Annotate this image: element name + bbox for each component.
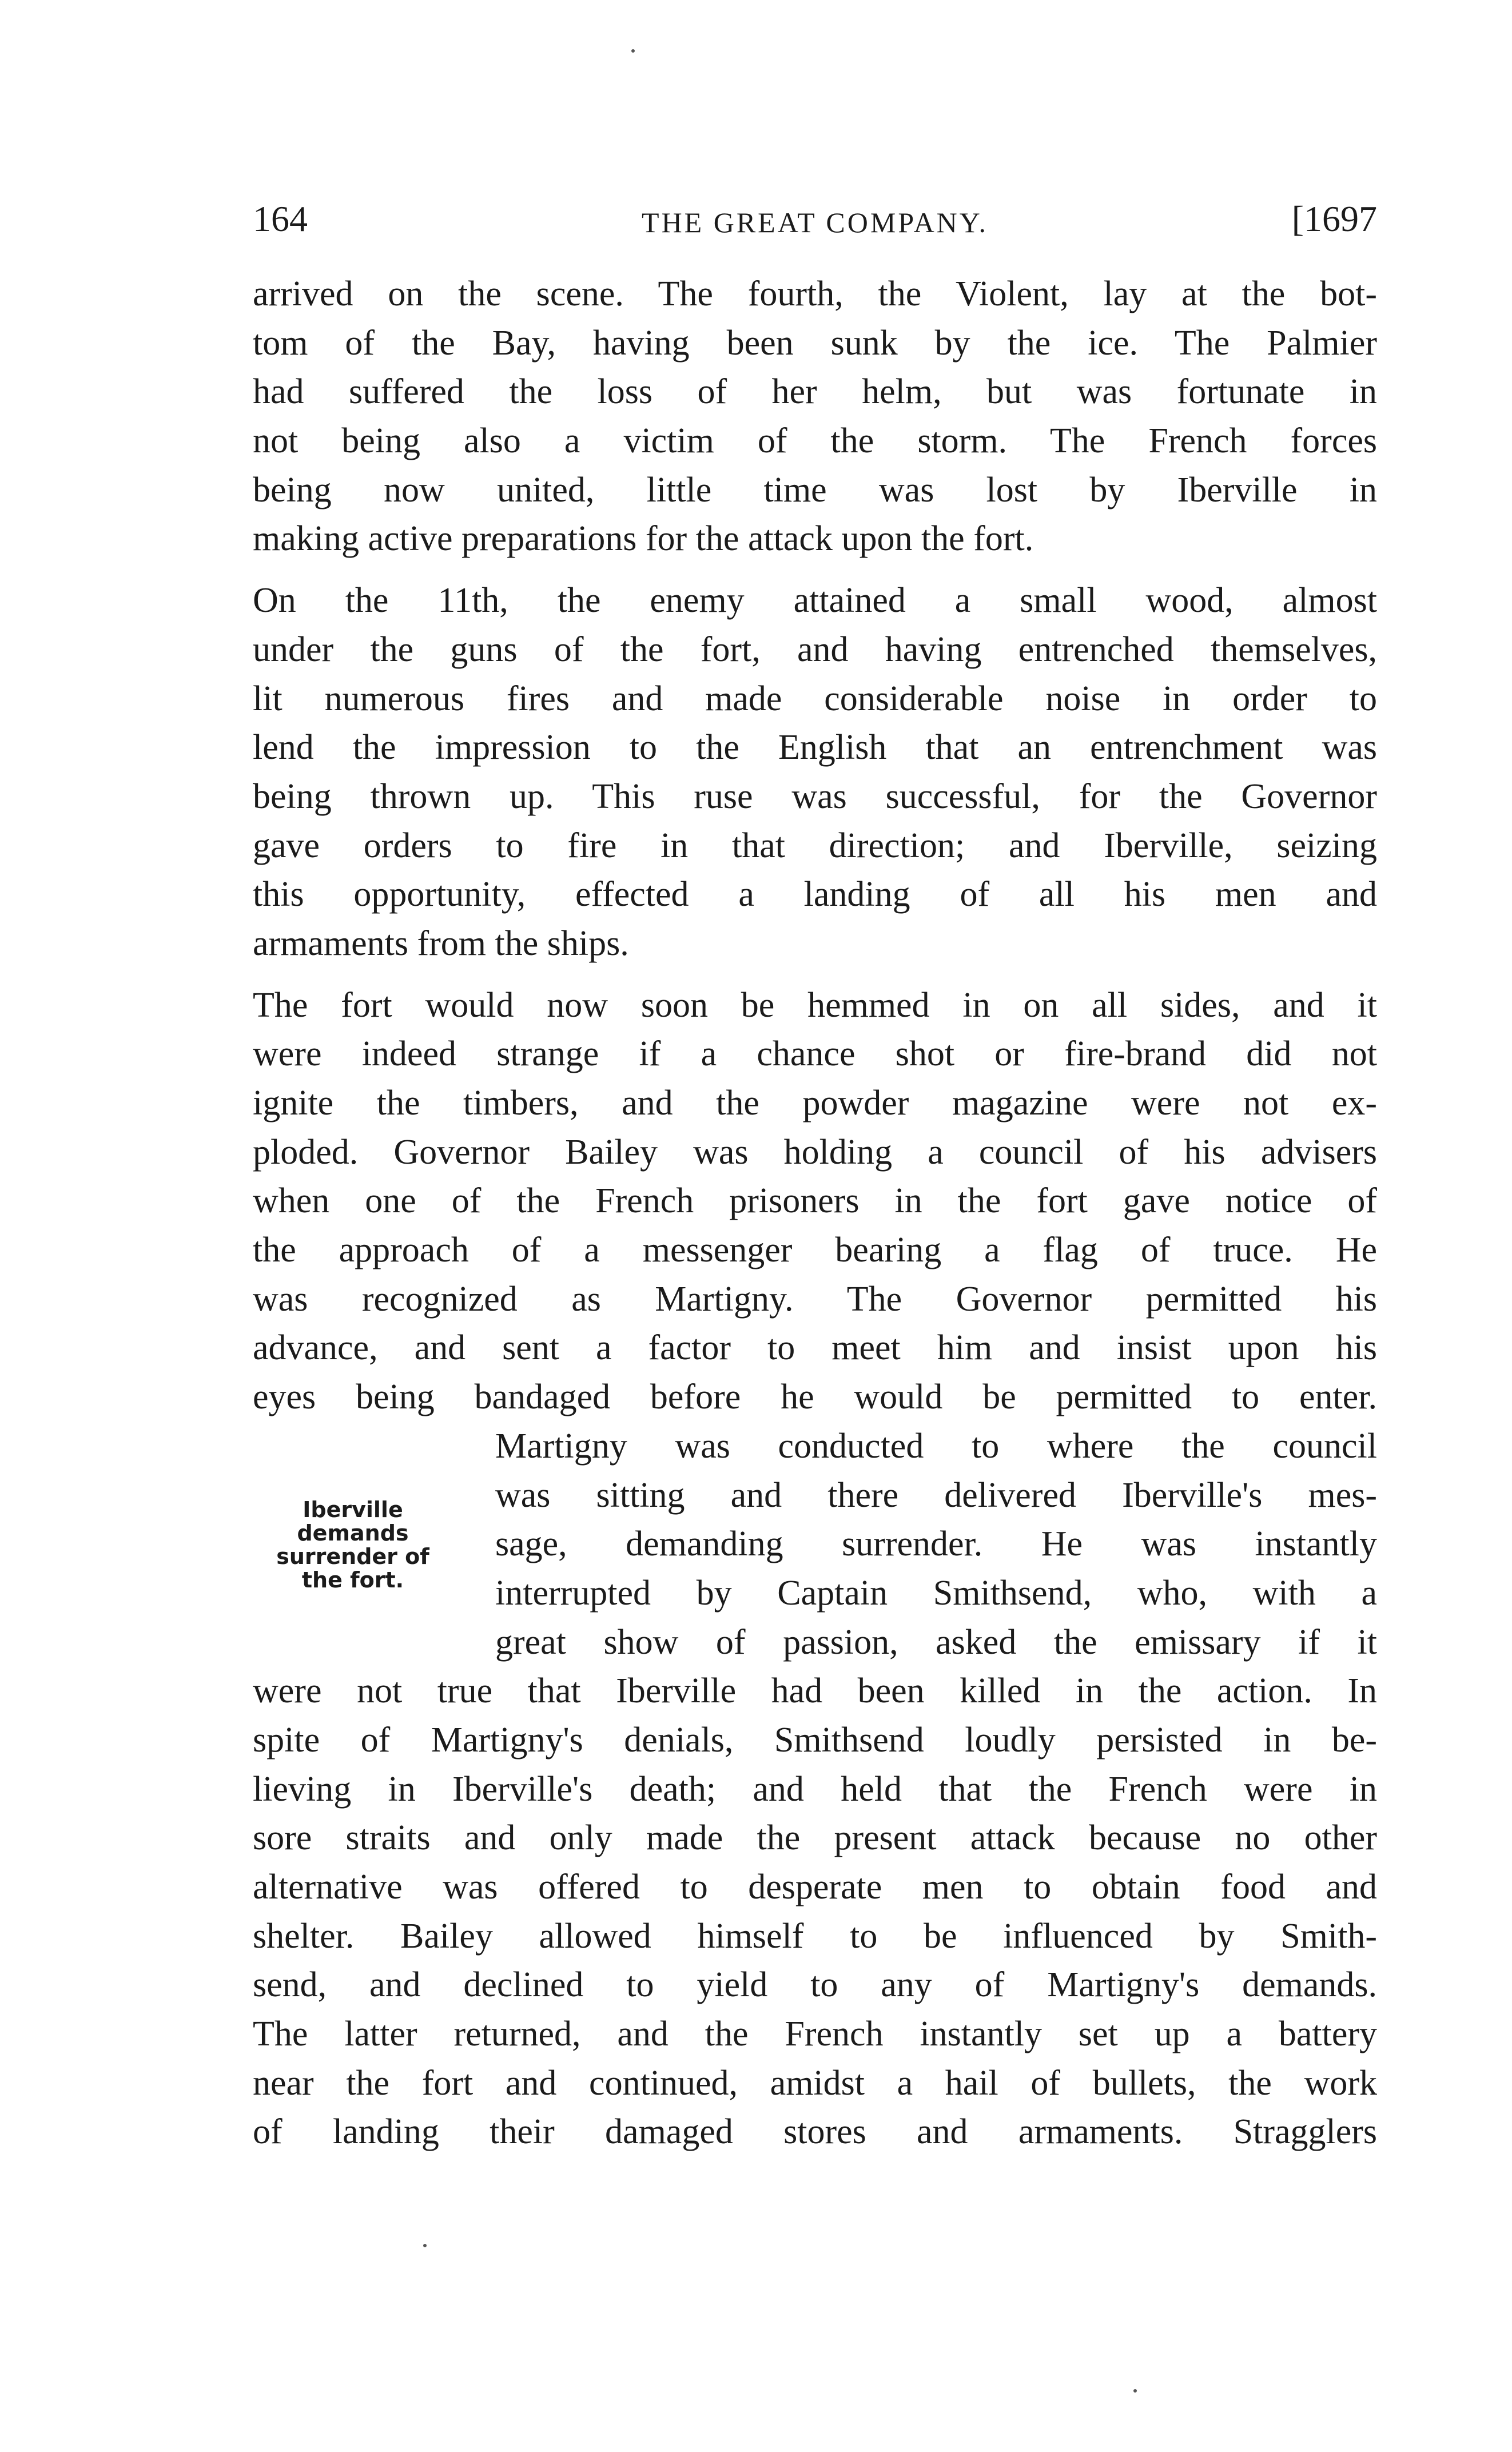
sidenote-line: surrender of (276, 1544, 429, 1569)
text-line: great show of passion, asked the emissary if it (495, 1622, 1377, 1662)
text-line: lend the impression to the English that an entrenchment was (253, 728, 1377, 767)
text-line: lit numerous fires and made considerable noise in order to (253, 679, 1377, 718)
text-line: near the fort and continued, amidst a hail of bullets, the work (253, 2063, 1377, 2103)
text-line: alternative was offered to desperate men to obtain food and (253, 1868, 1377, 1906)
text-line: had suffered the loss of her helm, but was fortunate in (253, 372, 1377, 412)
text-line: tom of the Bay, having been sunk by the ice. The Palmier (253, 323, 1377, 363)
text-line: eyes being bandaged before he would be permitted to enter. (253, 1378, 1377, 1417)
text-line: being now united, little time was lost by Iberville in (253, 470, 1377, 509)
sidenote-line: the fort. (301, 1567, 404, 1593)
text-line: armaments from the ships. (253, 924, 629, 963)
sidenote-line: demands (297, 1520, 409, 1546)
text-line: send, and declined to yield to any of Martigny's demands. (253, 1965, 1377, 2005)
text-line: interrupted by Captain Smithsend, who, with a (495, 1573, 1377, 1613)
scan-speck (1133, 2389, 1137, 2393)
text-line: sore straits and only made the present attack because no other (253, 1818, 1377, 1858)
text-line: being thrown up. This ruse was successful, for the Governor (253, 777, 1377, 816)
text-line: this opportunity, effected a landing of all his men and (253, 875, 1377, 914)
text-line: was recognized as Martigny. The Governor permitted his (253, 1279, 1377, 1319)
running-head (253, 193, 1377, 245)
text-line: spite of Martigny's denials, Smithsend loudly persisted in be- (253, 1720, 1377, 1760)
text-line: sage, demanding surrender. He was instantly (495, 1524, 1377, 1564)
body-text (253, 270, 1377, 2157)
text-line: lieving in Iberville's death; and held that the French were in (253, 1769, 1377, 1809)
running-title: THE GREAT COMPANY. (642, 206, 988, 238)
text-line: arrived on the scene. The fourth, the Violent, lay at the bot- (253, 274, 1377, 313)
text-line: the approach of a messenger bearing a flag of truce. He (253, 1231, 1377, 1270)
page-number: 164 (253, 198, 308, 239)
scan-speck (423, 2244, 427, 2247)
text-line: shelter. Bailey allowed himself to be influenced by Smith- (253, 1916, 1377, 1956)
running-year: [1697 (1291, 198, 1377, 239)
text-line: On the 11th, the enemy attained a small wood, almost (253, 581, 1377, 620)
text-line: The latter returned, and the French instantly set up a battery (253, 2015, 1377, 2054)
text-line: were indeed strange if a chance shot or fire-brand did not (253, 1034, 1377, 1074)
text-line: advance, and sent a factor to meet him and insist upon his (253, 1328, 1377, 1368)
text-line: of landing their damaged stores and armaments. Stragglers (253, 2112, 1377, 2152)
text-line: The fort would now soon be hemmed in on all sides, and it (253, 985, 1377, 1025)
text-line: ignite the timbers, and the powder magazine were not ex- (253, 1084, 1377, 1122)
text-line: Martigny was conducted to where the council (495, 1426, 1377, 1466)
text-line: gave orders to fire in that direction; and Iberville, seizing (253, 826, 1377, 865)
text-line: when one of the French prisoners in the fort gave notice of (253, 1181, 1377, 1221)
text-line: were not true that Iberville had been killed in the action. In (253, 1671, 1377, 1711)
text-line: making active preparations for the attack upon the fort. (253, 519, 1034, 559)
text-line: ploded. Governor Bailey was holding a council of his advisers (253, 1132, 1377, 1172)
text-line: under the guns of the fort, and having entrenched themselves, (253, 630, 1377, 669)
margin-sidenote (258, 1498, 447, 1592)
text-line: was sitting and there delivered Iberville's mes- (495, 1475, 1377, 1515)
text-line: not being also a victim of the storm. The French forces (253, 421, 1377, 461)
scan-speck (631, 49, 635, 53)
sidenote-line: Iberville (303, 1497, 403, 1522)
